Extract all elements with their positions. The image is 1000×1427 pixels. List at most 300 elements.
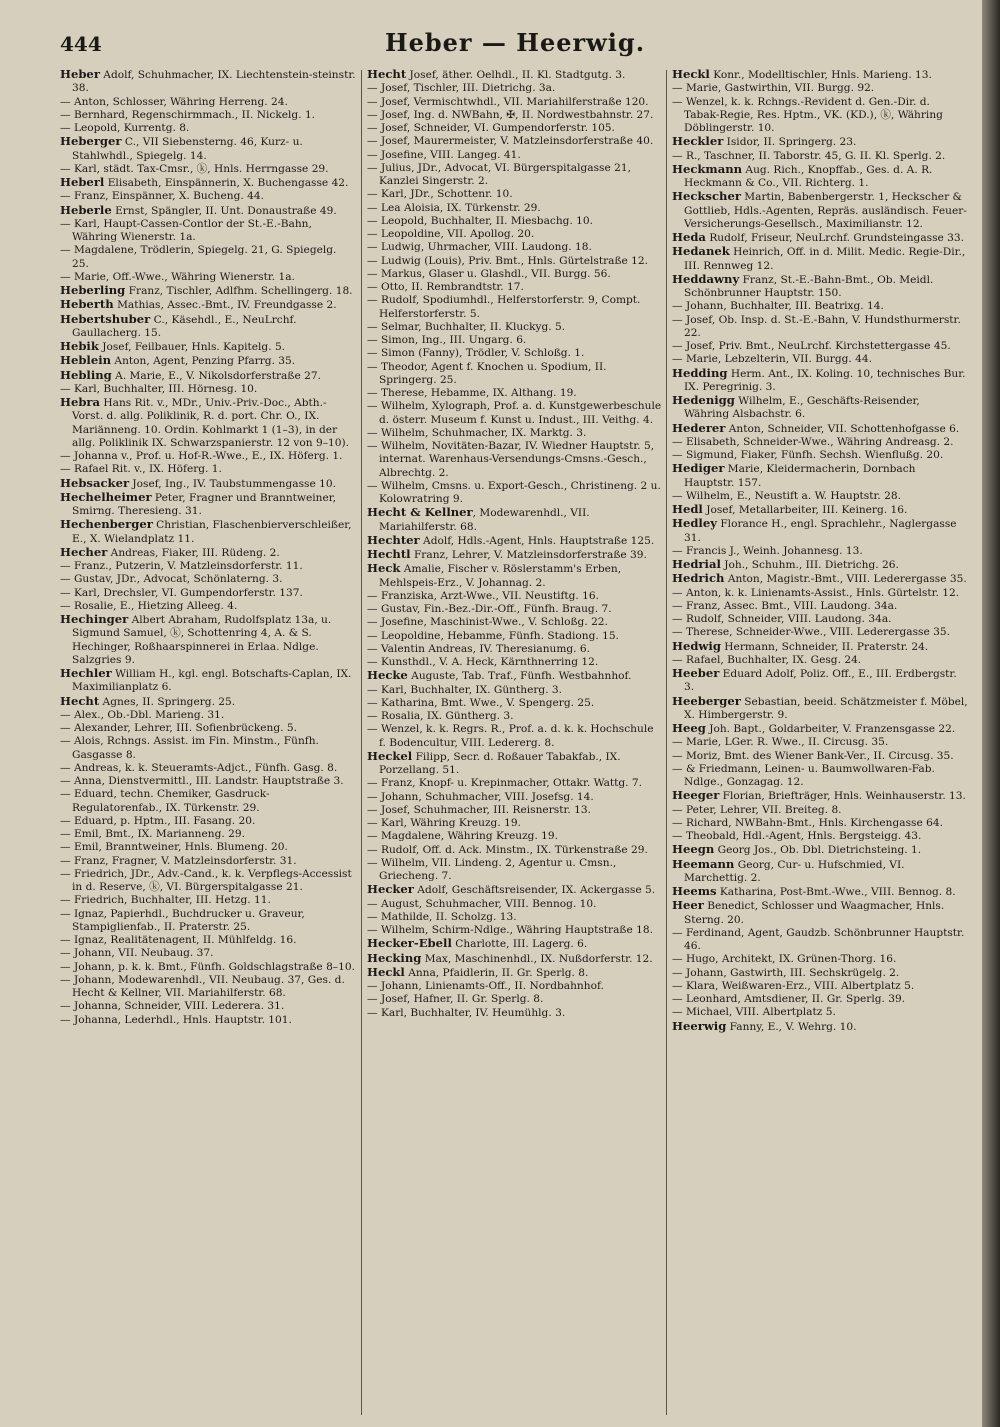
directory-entry (367, 321, 663, 334)
directory-entry (367, 480, 663, 507)
entry-headword: Hecker-Ebell (367, 936, 452, 951)
entry-text: Adolf, Schuhmacher, IX. Liechtenstein-steinstr. 38. (72, 69, 356, 95)
entry-headword: Heemann (672, 856, 735, 871)
directory-entry (367, 241, 663, 254)
entry-text: — Johann, Linienamts-Off., II. Nordbahnhof. (367, 980, 604, 992)
entry-headword: Heber (60, 68, 100, 81)
entry-headword: Heberth (60, 297, 114, 312)
entry-text: — Mathilde, II. Scholzg. 13. (367, 910, 517, 923)
directory-entry (672, 858, 968, 886)
column-divider (666, 70, 667, 1415)
directory-entry (672, 394, 968, 422)
directory-entry (672, 587, 968, 600)
entry-text: — Johann, Buchhalter, III. Beatrixg. 14. (672, 300, 884, 313)
directory-entry (367, 952, 663, 966)
entry-text: — Franziska, Arzt-Wwe., VII. Neustiftg. 16. (367, 589, 600, 602)
entry-headword: Hecking (367, 950, 422, 965)
entry-headword: Hedrich (672, 571, 725, 586)
directory-entry (367, 603, 663, 616)
entry-text: — Leopoldine, Hebamme, Fünfh. Stadiong. 15. (367, 629, 619, 642)
entry-headword: Hebra (60, 395, 101, 409)
directory-entry (60, 477, 356, 491)
column-1 (60, 68, 356, 1418)
entry-text: — Magdalene, Trödlerin, Spiegelg. 21, G. Spiegelg. 25. (60, 244, 337, 270)
directory-entry (672, 231, 968, 245)
directory-entry (367, 135, 663, 148)
entry-text: Hans Rit. v., MDr., Univ.-Priv.-Doc., Abth.-Vorst. d. allg. Poliklinik, R. d. port. Chr. O., IX. Mariänneng. 10. Ordin. Kohlmarkt 1 (1–3), in der allg. Poliklinik IX. Schwarzspanierstr. 12 von 9–10). (72, 397, 349, 449)
entry-text: Wilhelm, E., Geschäfts-Reisender, Währing Alsbachstr. 6. (684, 395, 920, 421)
entry-headword: Hedding (672, 365, 728, 380)
entry-text: Josef, äther. Oelhdl., II. Kl. Stadtgutg. 3. (406, 69, 626, 81)
directory-entry (60, 908, 356, 935)
directory-entry (60, 518, 356, 546)
entry-text: — Eduard, techn. Chemiker, Gasdruck-Regulatorenfab., IX. Türkenstr. 29. (60, 788, 270, 814)
entry-text: — Ignaz, Papierhdl., Buchdrucker u. Graveur, Stampiglienfab., II. Praterstr. 25. (60, 907, 305, 933)
entry-text: Josef, Ing., IV. Taubstummengasse 10. (129, 477, 336, 490)
directory-entry (672, 843, 968, 857)
entry-text: Peter, Fragner und Branntweiner, Smirng. Theresieng. 31. (72, 491, 336, 517)
entry-text: Josef, Metallarbeiter, III. Keinerg. 16. (702, 504, 908, 516)
entry-text: Amalie, Fischer v. Röslerstamm's Erben, Mehlspeis-Erz., V. Johannag. 2. (379, 563, 622, 589)
directory-entry (60, 735, 356, 762)
directory-entry (367, 440, 663, 480)
entry-headword: Hecher (60, 544, 108, 559)
entry-text: — Franz, Knopf- u. Krepinmacher, Ottakr. Wattg. 7. (367, 777, 643, 790)
column-3 (672, 68, 968, 1418)
directory-entry (672, 885, 968, 899)
directory-entry (367, 844, 663, 857)
entry-text: — Richard, NWBahn-Bmt., Hnls. Kirchengasse 64. (672, 816, 943, 829)
entry-text: Franz, St.-E.-Bahn-Bmt., Ob. Meidl. Schönbrunner Hauptstr. 150. (684, 273, 934, 299)
directory-entry (367, 684, 663, 697)
entry-text: — Karl, Haupt-Cassen-Contlor der St.-E.-Bahn, Währing Wienerstr. 1a. (60, 217, 312, 243)
entry-text: — R., Taschner, II. Taborstr. 45, G. II. Kl. Sperlg. 2. (672, 149, 946, 162)
entry-text: — Therese, Hebamme, IX. Althang. 19. (367, 387, 577, 399)
directory-entry (60, 1000, 356, 1013)
entry-text: Franz, Tischler, Adlfhm. Schellingerg. 18. (125, 285, 353, 297)
entry-text: — Wilhelm, Schuhmacher, IX. Marktg. 3. (367, 426, 587, 439)
entry-headword: Hecht (367, 68, 407, 81)
entry-text: C., Käsehdl., E., NeuLrchf. Gaullacherg. 15. (72, 313, 297, 339)
entry-text: — Leopold, Kurrentg. 8. (60, 122, 190, 134)
entry-text: — Rafael, Buchhalter, IX. Gesg. 24. (672, 653, 862, 666)
directory-entry (367, 898, 663, 911)
entry-text: C., VII Siebensterng. 46, Kurz- u. Stahlwhdl., Spiegelg. 14. (72, 136, 303, 162)
directory-entry (672, 613, 968, 626)
directory-entry (60, 271, 356, 284)
entry-text: Florian, Briefträger, Hnls. Weinhauserstr. 13. (719, 790, 966, 803)
entry-text: Anna, Pfaidlerin, II. Gr. Sperlg. 8. (404, 966, 589, 979)
entry-text: Georg Jos., Ob. Dbl. Dietrichsteing. 1. (714, 844, 922, 857)
entry-headword: Heeg (672, 721, 706, 735)
directory-entry (672, 367, 968, 395)
entry-text: — Rafael Rit. v., IX. Höferg. 1. (60, 463, 222, 476)
directory-entry (367, 361, 663, 388)
page-header (60, 28, 970, 66)
directory-entry (60, 340, 356, 354)
entry-headword: Heer (672, 898, 704, 913)
directory-entry (367, 710, 663, 723)
entry-headword: Heddawny (672, 271, 740, 286)
entry-text: — Rosalie, E., Hietzing Alleeg. 4. (60, 599, 238, 612)
entry-text: Marie, Kleidermacherin, Dornbach Hauptstr. 157. (684, 463, 916, 489)
entry-text: — Josef, Maurermeister, V. Matzleinsdorferstraße 40. (367, 135, 654, 148)
directory-entry (367, 723, 663, 750)
entry-text: — Alexander, Lehrer, III. Sofienbrückeng. 5. (60, 722, 297, 734)
entry-headword: Hederer (672, 420, 726, 435)
entry-headword: Heberl (60, 175, 105, 189)
column-2 (367, 68, 663, 1418)
directory-entry (367, 281, 663, 294)
directory-entry (672, 980, 968, 993)
entry-text: — Karl, Buchhalter, IX. Güntherg. 3. (367, 683, 563, 696)
running-head: Heber — Heerwig. (384, 28, 646, 57)
entry-text: Auguste, Tab. Traf., Fünfh. Westbahnhof. (407, 670, 632, 683)
directory-entry (60, 396, 356, 450)
directory-entry (60, 176, 356, 190)
directory-entry (367, 630, 663, 643)
directory-entry (672, 927, 968, 954)
entry-text: William H., kgl. engl. Botschafts-Caplan, IX. Maximilianplatz 6. (72, 668, 352, 694)
entry-text: — Theobald, Hdl.-Agent, Hnls. Bergsteigg. 43. (672, 830, 922, 842)
entry-text: — Francis J., Weinh. Johannesg. 13. (672, 544, 863, 557)
directory-entry (672, 135, 968, 149)
entry-headword: Hechinger (60, 612, 129, 626)
directory-entry (367, 347, 663, 360)
entry-text: — Klara, Weißwaren-Erz., VIII. Albertplatz 5. (672, 979, 915, 992)
entry-text: — Simon (Fanny), Trödler, V. Schloßg. 1. (367, 347, 585, 360)
directory-entry (367, 82, 663, 95)
directory-entry (672, 82, 968, 95)
entry-text: — Emil, Branntweiner, Hnls. Blumeng. 20. (60, 841, 288, 854)
entry-text: Albert Abraham, Rudolfsplatz 13a, u. Sigmund Samuel, ⓚ, Schottenring 4, A. & S. Hechinger, Roßhaarspinnerei in Erlaa. Ndlge. Salzgries 9. (72, 614, 332, 666)
directory-entry (367, 911, 663, 924)
entry-text: — Josef, Schneider, VI. Gumpendorferstr. 105. (367, 122, 615, 134)
entry-text: — Theodor, Agent f. Knochen u. Spodium, II. Springerg. 25. (367, 360, 607, 386)
entry-text: — Franz, Assec. Bmt., VIII. Laudong. 34a. (672, 599, 898, 612)
entry-headword: Hecker (367, 882, 414, 897)
entry-text: Andreas, Fiaker, III. Rüdeng. 2. (107, 546, 280, 559)
entry-text: Ernst, Spängler, II. Unt. Donaustraße 49. (111, 204, 337, 217)
directory-entry (60, 841, 356, 854)
entry-headword: Hebling (60, 367, 112, 382)
entry-headword: Hecht & Kellner (367, 505, 473, 520)
directory-entry (367, 937, 663, 951)
directory-entry (60, 695, 356, 709)
entry-text: — Friedrich, JDr., Adv.-Cand., k. k. Verpflegs-Accessist in d. Reserve, ⓚ, VI. Bürgerspitalgasse 21. (60, 867, 352, 893)
entry-headword: Hechelheimer (60, 489, 152, 504)
entry-text: — Leonhard, Amtsdiener, II. Gr. Sperlg. 39. (672, 993, 906, 1005)
directory-entry (60, 722, 356, 735)
directory-entry (367, 255, 663, 268)
entry-text: — Hugo, Architekt, IX. Grünen-Thorg. 16. (672, 953, 897, 966)
directory-entry (367, 334, 663, 347)
directory-entry (60, 383, 356, 396)
directory-entry (60, 855, 356, 868)
directory-entry (672, 190, 968, 231)
entry-text: Joh., Schuhm., III. Dietrichg. 26. (720, 559, 899, 571)
directory-entry (60, 190, 356, 203)
entry-text: — Johann, VII. Neubaug. 37. (60, 947, 214, 960)
directory-entry (60, 96, 356, 109)
entry-text: Katharina, Post-Bmt.-Wwe., VIII. Bennog. 8. (716, 886, 956, 898)
entry-headword: Heberling (60, 283, 126, 297)
directory-entry (367, 777, 663, 790)
entry-text: — Bernhard, Regenschirmmach., II. Nickelg. 1. (60, 108, 316, 121)
entry-text: — Johanna, Schneider, VIII. Lederera. 31. (60, 1000, 285, 1013)
entry-text: Eduard Adolf, Poliz. Off., E., III. Erdbergstr. 3. (684, 668, 957, 694)
entry-text: — Ignaz, Realitätenagent, II. Mühlfeldg. 16. (60, 934, 297, 946)
entry-text: — August, Schuhmacher, VIII. Bennog. 10. (367, 897, 597, 910)
entry-text: Josef, Feilbauer, Hnls. Kapitelg. 5. (98, 341, 286, 353)
directory-entry (60, 788, 356, 815)
entry-headword: Hechter (367, 532, 420, 547)
entry-text: — Michael, VIII. Albertplatz 5. (672, 1006, 836, 1019)
entry-headword: Heck (367, 561, 401, 576)
entry-text: — Rudolf, Off. d. Ack. Minstm., IX. Türkenstraße 29. (367, 843, 648, 856)
directory-entry (672, 654, 968, 667)
entry-text: — Ludwig, Uhrmacher, VIII. Laudong. 18. (367, 241, 592, 254)
entry-headword: Heems (672, 884, 717, 898)
entry-text: — Friedrich, Buchhalter, III. Hetzg. 11. (60, 894, 271, 907)
entry-text: — Valentin Andreas, IV. Theresianumg. 6. (367, 642, 591, 655)
entry-headword: Hedanek (672, 244, 730, 259)
entry-text: , Modewarenhdl., VII. Mariahilferstr. 68. (379, 507, 590, 533)
entry-text: — Josef, Hafner, II. Gr. Sperlg. 8. (367, 993, 544, 1006)
directory-entry (367, 400, 663, 427)
entry-headword: Hecke (367, 668, 408, 683)
directory-entry (672, 736, 968, 749)
entry-text: A. Marie, E., V. Nikolsdorferstraße 27. (111, 369, 321, 382)
directory-entry (60, 894, 356, 907)
entry-text: Anton, Schneider, VII. Schottenhofgasse 6. (725, 422, 960, 435)
entry-text: — Kunsthdl., V. A. Heck, Kärnthnerring 12. (367, 656, 599, 668)
directory-entry (60, 68, 356, 96)
directory-entry (60, 204, 356, 218)
entry-text: — Wenzel, k. k. Rchngs.-Revident d. Gen.-Dir. d. Tabak-Regie, Res. Hptm., VK. (KD.), ⓚ, Währing Döblingerstr. 10. (672, 95, 943, 134)
directory-entry (60, 600, 356, 613)
directory-entry (672, 436, 968, 449)
directory-entry (367, 1007, 663, 1020)
directory-entry (672, 273, 968, 301)
directory-entry (60, 828, 356, 841)
entry-text: — Therese, Schneider-Wwe., VIII. Lederergasse 35. (672, 626, 950, 639)
entry-text: — Wenzel, k. k. Regrs. R., Prof. a. d. k. k. Hochschule f. Bodencultur, VIII. Ledererg. 8. (367, 723, 654, 749)
entry-headword: Heeber (672, 666, 720, 680)
entry-text: — Marie, Lebzelterin, VII. Burgg. 44. (672, 353, 873, 366)
directory-entry (672, 545, 968, 558)
directory-entry (672, 245, 968, 273)
entry-text: Aug. Rich., Knopffab., Ges. d. A. R. Heckmann & Co., VII. Richterg. 1. (684, 163, 933, 189)
directory-entry (672, 353, 968, 366)
directory-entry (60, 934, 356, 947)
entry-headword: Heckl (367, 964, 405, 979)
directory-entry (367, 149, 663, 162)
entry-headword: Heckel (367, 748, 413, 763)
entry-headword: Hedl (672, 502, 703, 516)
directory-entry (367, 294, 663, 321)
directory-entry (367, 202, 663, 215)
entry-text: — Wilhelm, Schirm-Ndlge., Währing Hauptstraße 18. (367, 924, 653, 936)
directory-entry (672, 449, 968, 462)
entry-text: — Selmar, Buchhalter, II. Kluckyg. 5. (367, 320, 566, 333)
directory-entry (60, 109, 356, 122)
entry-headword: Hedwig (672, 638, 721, 653)
entry-text: — Karl, JDr., Schottenr. 10. (367, 188, 513, 201)
entry-text: — Marie, LGer. R. Wwe., II. Circusg. 35. (672, 736, 889, 749)
entry-text: — Karl, Drechsler, VI. Gumpendorferstr. 137. (60, 586, 303, 599)
entry-text: — Anna, Dienstvermittl., III. Landstr. Hauptstraße 3. (60, 775, 344, 787)
directory-entry (60, 354, 356, 368)
entry-text: — Rosalia, IX. Güntherg. 3. (367, 710, 514, 722)
entry-text: Elisabeth, Einspännerin, X. Buchengasse 42. (104, 177, 349, 189)
entry-text: — Julius, JDr., Advocat, VI. Bürgerspitalgasse 21, Kanzlei Singerstr. 2. (367, 161, 631, 187)
directory-entry (60, 775, 356, 788)
entry-text: — Lea Aloisia, IX. Türkenstr. 29. (367, 201, 541, 214)
entry-text: Benedict, Schlosser und Waagmacher, Hnls. Sterng. 20. (684, 900, 945, 926)
directory-entry (60, 546, 356, 560)
entry-text: Agnes, II. Springerg. 25. (99, 695, 236, 708)
entry-text: Fanny, E., V. Wehrg. 10. (726, 1020, 857, 1033)
entry-text: Florance H., engl. Sprachlehr., Naglergasse 31. (684, 518, 957, 544)
entry-text: — Andreas, k. k. Steueramts-Adjct., Fünfh. Gasg. 8. (60, 761, 338, 774)
entry-text: Georg, Cur- u. Hufschmied, VI. Marchettig. 2. (684, 858, 905, 884)
directory-entry (367, 109, 663, 122)
entry-text: Hermann, Schneider, II. Praterstr. 24. (720, 640, 929, 653)
directory-entry (672, 314, 968, 341)
entry-headword: Heeberger (672, 693, 741, 708)
entry-text: — Anton, Schlosser, Währing Herreng. 24. (60, 95, 288, 108)
entry-text: — Katharina, Bmt. Wwe., V. Spengerg. 25. (367, 696, 595, 709)
directory-entry (367, 830, 663, 843)
entry-headword: Hechenberger (60, 517, 153, 532)
directory-entry (672, 462, 968, 490)
directory-entry (367, 804, 663, 817)
entry-text: Charlotte, III. Lagerg. 6. (451, 938, 588, 951)
entry-headword: Heckl (672, 68, 710, 81)
directory-entry (672, 750, 968, 763)
entry-text: — Josef, Schuhmacher, III. Reisnerstr. 13. (367, 803, 591, 816)
directory-entry (60, 667, 356, 695)
entry-text: — Johann, Schuhmacher, VIII. Josefsg. 14. (367, 790, 594, 803)
entry-text: — Josef, Ob. Insp. d. St.-E.-Bahn, V. Hundsthurmerstr. 22. (672, 313, 961, 339)
entry-text: — Josefine, VIII. Langeg. 41. (367, 148, 521, 161)
entry-text: — Leopold, Buchhalter, II. Miesbachg. 10. (367, 214, 594, 227)
entry-headword: Hecht (60, 693, 100, 708)
entry-headword: Hechler (60, 666, 112, 680)
directory-entry (367, 122, 663, 135)
entry-text: Filipp, Secr. d. Roßauer Tabakfab., IX. Porzellang. 51. (379, 750, 621, 776)
entry-text: — Josef, Vermischtwhdl., VII. Mariahilferstraße 120. (367, 95, 649, 108)
entry-text: Anton, Agent, Penzing Pfarrg. 35. (111, 355, 296, 368)
entry-text: Christian, Flaschenbierverschleißer, E., X. Wielandplatz 11. (72, 519, 352, 545)
entry-text: — Karl, Buchhalter, III. Hörnesg. 10. (60, 382, 258, 395)
entry-text: Franz, Lehrer, V. Matzleinsdorferstraße 39. (410, 549, 647, 561)
entry-text: — Johann, Modewarenhdl., VII. Neubaug. 37, Ges. d. Hecht & Kellner, VII. Mariahilferstr. 68. (60, 973, 345, 999)
entry-text: — Josef, Priv. Bmt., NeuLrchf. Kirchstettergasse 45. (672, 340, 951, 352)
directory-entry (672, 600, 968, 613)
entry-text: — Franz, Fragner, V. Matzleinsdorferstr. 31. (60, 854, 297, 867)
directory-entry (60, 369, 356, 383)
entry-text: — Johann, Gastwirth, III. Sechskrügelg. 2. (672, 966, 900, 979)
entry-text: — Marie, Off.-Wwe., Währing Wienerstr. 1a. (60, 270, 295, 283)
entry-text: — Rudolf, Spodiumhdl., Helferstorferstr. 9, Compt. Helferstorferstr. 5. (367, 294, 641, 320)
directory-entry (367, 993, 663, 1006)
directory-entry (672, 722, 968, 736)
directory-entry (60, 868, 356, 895)
entry-text: Rudolf, Friseur, NeuLrchf. Grundsteingasse 33. (705, 232, 964, 244)
entry-headword: Hebsacker (60, 475, 130, 490)
directory-entry (672, 150, 968, 163)
entry-text: — Johann, p. k. k. Bmt., Fünfh. Goldschlagstraße 8–10. (60, 960, 355, 973)
entry-text: — Moriz, Bmt. des Wiener Bank-Ver., II. Circusg. 35. (672, 749, 954, 762)
directory-entry (367, 387, 663, 400)
entry-headword: Heckler (672, 134, 724, 149)
directory-entry (367, 669, 663, 683)
directory-entry (672, 626, 968, 639)
directory-entry (672, 789, 968, 803)
directory-entry (60, 313, 356, 341)
directory-entry (367, 162, 663, 189)
entry-text: Adolf, Geschäftsreisender, IX. Ackergasse 5. (413, 884, 656, 897)
directory-entry (672, 830, 968, 843)
directory-entry (672, 572, 968, 586)
entry-text: — Karl, städt. Tax-Cmsr., ⓚ, Hnls. Herrngasse 29. (60, 162, 329, 175)
directory-entry (60, 298, 356, 312)
directory-entry (367, 228, 663, 241)
entry-text: — Franz, Einspänner, X. Bucheng. 44. (60, 190, 264, 203)
directory-entry (60, 218, 356, 245)
entry-headword: Heberger (60, 134, 122, 149)
directory-entry (672, 804, 968, 817)
directory-entry (367, 817, 663, 830)
entry-headword: Heeger (672, 788, 720, 803)
entry-text: — Josef, Ing. d. NWBahn, ✠, II. Nordwestbahnstr. 27. (367, 108, 654, 121)
directory-entry (367, 215, 663, 228)
entry-headword: Heerwig (672, 1018, 727, 1033)
directory-entry (367, 96, 663, 109)
entry-text: Konr., Modelltischler, Hnls. Marieng. 13. (709, 69, 932, 81)
entry-headword: Hediger (672, 461, 725, 476)
directory-entry (367, 924, 663, 937)
directory-entry (672, 817, 968, 830)
directory-entry (672, 163, 968, 191)
directory-entry (672, 993, 968, 1006)
directory-entry (367, 656, 663, 669)
directory-entry (60, 463, 356, 476)
directory-entry (367, 506, 663, 534)
directory-entry (60, 244, 356, 271)
directory-entry (60, 974, 356, 1001)
entry-text: — Rudolf, Schneider, VIII. Laudong. 34a. (672, 613, 892, 625)
entry-text: — Anton, k. k. Linienamts-Assist., Hnls. Gürtelstr. 12. (672, 586, 960, 599)
entry-text: — Elisabeth, Schneider-Wwe., Währing Andreasg. 2. (672, 435, 954, 448)
entry-text: — Alois, Rchngs. Assist. im Fin. Minstm., Fünfh. Gasgasse 8. (60, 735, 319, 761)
entry-text: Adolf, Hdls.-Agent, Hnls. Hauptstraße 125. (419, 534, 655, 547)
entry-text: Joh. Bapt., Goldarbeiter, V. Franzensgasse 22. (705, 723, 956, 735)
directory-entry (367, 616, 663, 629)
entry-text: — Josef, Tischler, III. Dietrichg. 3a. (367, 82, 556, 95)
page-edge-shadow (982, 0, 1000, 1427)
entry-text: — Wilhelm, VII. Lindeng. 2, Agentur u. Cmsn., Griecheng. 7. (367, 856, 617, 882)
directory-entry (60, 947, 356, 960)
entry-text: — Gustav, JDr., Advocat, Schönlaterng. 3. (60, 573, 283, 586)
entry-headword: Heblein (60, 353, 112, 368)
entry-headword: Hebertshuber (60, 311, 151, 326)
directory-entry (672, 68, 968, 82)
entry-text: — Gustav, Fin.-Bez.-Dir.-Off., Fünfh. Braug. 7. (367, 603, 612, 615)
directory-entry (60, 613, 356, 667)
